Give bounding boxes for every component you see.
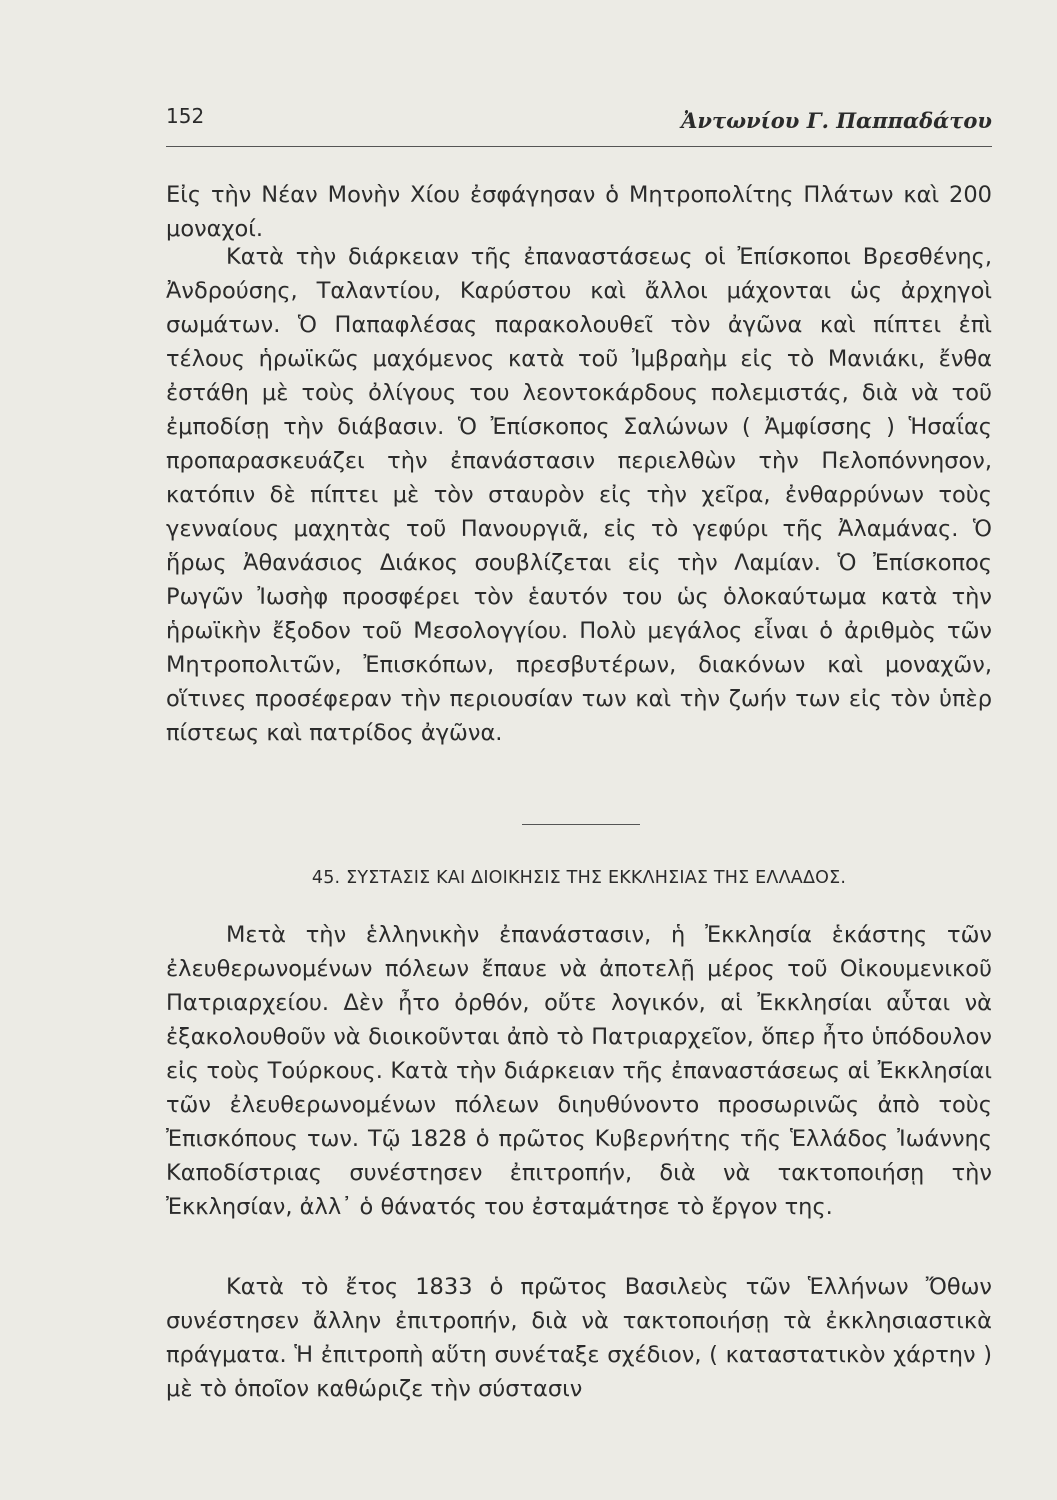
- paragraph-text: Εἰς τὴν Νέαν Μονὴν Χίου ἐσφάγησαν ὁ Μητροπολίτης Πλάτων καὶ 200 μοναχοί.: [166, 182, 992, 242]
- page-number: 152: [166, 104, 205, 128]
- paragraph: [166, 1270, 992, 1406]
- paragraph-text: Μετὰ τὴν ἑλληνικὴν ἐπανάστασιν, ἡ Ἐκκλησία ἑκάστης τῶν ἐλευθερωνομένων πόλεων ἔπαυε νὰ ἀποτελῇ μέρος τοῦ Οἰκουμενικοῦ Πατριαρχείου. Δὲν ἦτο ὀρθόν, οὔτε λογικόν, αἱ Ἐκκλησίαι αὗται νὰ ἐξακολουθοῦν νὰ διοικοῦνται ἀπὸ τὸ Πατριαρχεῖον, ὅπερ ἦτο ὑπόδουλον εἰς τοὺς Τούρκους. Κατὰ τὴν διάρκειαν τῆς ἐπαναστάσεως αἱ Ἐκκλησίαι τῶν ἐλευθερωνομένων πόλεων διηυθύνοντο προσωρινῶς ἀπὸ τοὺς Ἐπισκόπους των. Τῷ 1828 ὁ πρῶτος Κυβερνήτης τῆς Ἑλλάδος Ἰωάννης Καποδίστριας συνέστησεν ἐπιτροπήν, διὰ νὰ τακτοποιήσῃ τὴν Ἐκκλησίαν, ἀλλ᾽ ὁ θάνατός του ἐσταμάτησε τὸ ἔργον της.: [166, 922, 992, 1220]
- page-header: [166, 98, 992, 148]
- paragraph-text: Κατὰ τὸ ἔτος 1833 ὁ πρῶτος Βασιλεὺς τῶν Ἑλλήνων Ὄθων συνέστησεν ἄλλην ἐπιτροπήν, διὰ νὰ τακτοποιήσῃ τὰ ἐκκλησιαστικὰ πράγματα. Ἡ ἐπιτροπὴ αὕτη συνέταξε σχέδιον, ( καταστατικὸν χάρτην ) μὲ τὸ ὁποῖον καθώριζε τὴν σύστασιν: [166, 1274, 992, 1402]
- paragraph: [166, 918, 992, 1224]
- paragraph: [166, 178, 992, 246]
- running-head: Ἀντωνίου Γ. Παππαδάτου: [681, 108, 992, 133]
- section-heading: 45. ΣΥΣΤΑΣΙΣ ΚΑΙ ΔΙΟΙΚΗΣΙΣ ΤΗΣ ΕΚΚΛΗΣΙΑΣ ΤΗΣ ΕΛΛΑΔΟΣ.: [311, 868, 847, 888]
- paragraph: [166, 240, 992, 750]
- paragraph-text: Κατὰ τὴν διάρκειαν τῆς ἐπαναστάσεως οἱ Ἐπίσκοποι Βρεσθένης, Ἀνδρούσης, Ταλαντίου, Καρύστου καὶ ἄλλοι μάχονται ὡς ἀρχηγοὶ σωμάτων. Ὁ Παπαφλέσας παρακολουθεῖ τὸν ἀγῶνα καὶ πίπτει ἐπὶ τέλους ἡρωϊκῶς μαχόμενος κατὰ τοῦ Ἰμβραὴμ εἰς τὸ Μανιάκι, ἔνθα ἐστάθη μὲ τοὺς ὀλίγους του λεοντοκάρδους πολεμιστάς, διὰ νὰ τοῦ ἐμποδίσῃ τὴν διάβασιν. Ὁ Ἐπίσκοπος Σαλώνων ( Ἀμφίσσης ) Ἡσαΐας προπαρασκευάζει τὴν ἐπανάστασιν περιελθὼν τὴν Πελοπόννησον, κατόπιν δὲ πίπτει μὲ τὸν σταυρὸν εἰς τὴν χεῖρα, ἐνθαρρύνων τοὺς γενναίους μαχητὰς τοῦ Πανουργιᾶ, εἰς τὸ γεφύρι τῆς Ἀλαμάνας. Ὁ ἥρως Ἀθανάσιος Διάκος σουβλίζεται εἰς τὴν Λαμίαν. Ὁ Ἐπίσκοπος Ρωγῶν Ἰωσὴφ προσφέρει τὸν ἑαυτόν του ὡς ὁλοκαύτωμα κατὰ τὴν ἡρωϊκὴν ἔξοδον τοῦ Μεσολογγίου. Πολὺ μεγάλος εἶναι ὁ ἀριθμὸς τῶν Μητροπολιτῶν, Ἐπισκόπων, πρεσβυτέρων, διακόνων καὶ μοναχῶν, οἵτινες προσέφεραν τὴν περιουσίαν των καὶ τὴν ζωήν των εἰς τὸν ὑπὲρ πίστεως καὶ πατρίδος ἀγῶνα.: [166, 244, 992, 746]
- section-separator: [522, 824, 640, 825]
- header-rule: [166, 146, 992, 147]
